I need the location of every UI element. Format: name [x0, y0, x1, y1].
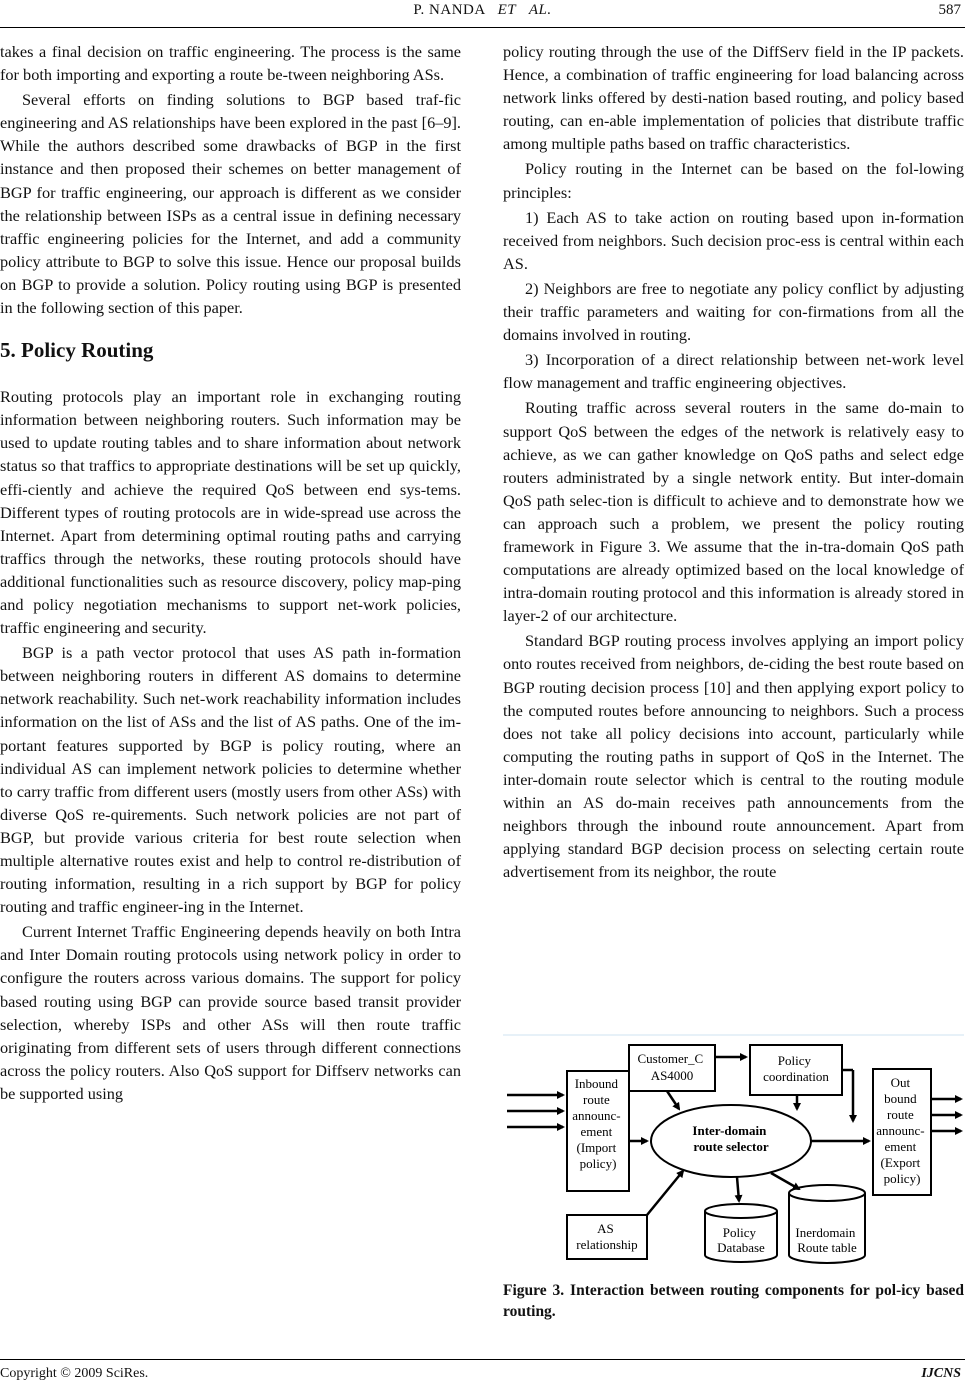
inbound-label: Inbound route announc- ement (Import policy) [572, 1076, 621, 1171]
page-number: 587 [938, 2, 961, 18]
route-selector-label: Inter-domain route selector [692, 1123, 769, 1154]
footer-rule [0, 1359, 965, 1360]
policy-database-label: Policy Database [717, 1225, 765, 1255]
as-relationship-label: AS relationship [576, 1221, 638, 1252]
footer-copyright: Copyright © 2009 SciRes. [0, 1366, 149, 1381]
paragraph: Several efforts on finding solutions to BGP based traf-fic engineering and AS relationships have been explored in the past [6–9]. While the authors described some drawbacks of BGP in the first instance and then proposed their schemes on better management of BGP for traffic engineering, our approach is different as we consider the relationship between ISPs as a central issue in defining necessary traffic engineering policies for the Internet, and add a community policy attribute to BGP to solve this issue. Hence our proposal builds on BGP to provide a solution. Policy routing using BGP is presented in the following section of this paper. [0, 90, 461, 318]
section-heading: 5. Policy Routing [0, 338, 154, 363]
header-rule [0, 27, 965, 28]
paragraph: 2) Neighbors are free to negotiate any policy conflict by adjusting their traffic parameters and waiting for con-firmations from all the domains involved in routing. [503, 278, 964, 345]
route-table-label: Inerdomain Route table [795, 1225, 857, 1255]
paragraph: Routing protocols play an important role in exchanging routing information between neighboring routers. Such information may be used to update routing tables and to share information about network status so that traffics to appropriate destinations will be set up quickly, effi-ciently and achieve the required QoS between end sys-tems. Different types of routing protocols are in wide-spread use across the Internet. Apart from determining optimal routing paths and carrying traffics through the networks, these routing protocols should have additional functionalities such as resource discovery, policy map-ping and policy negotiation mechanisms to support net-work policies, traffic engineering and security. [0, 387, 461, 638]
paragraph: 1) Each AS to take action on routing based upon in-formation received from neighbors. Such decision proc-ess is central within each AS. [503, 207, 964, 273]
customer-label: Customer_C AS4000 [637, 1051, 704, 1083]
figure-3 [503, 1029, 964, 1269]
paragraph: Standard BGP routing process involves applying an import policy onto routes received from neighbors, de-ciding the best route based on BGP routing decision process [10] and then applying export policy to the computed routes before announcing to neighbors. Such a process does not take all policy decisions into account, particularly while computing the routing paths in support of QoS in the Internet. The inter-domain route selector which is central to the routing module within an AS do-main receives path announcements from the neighbors through the inbound route announcement. Apart from applying standard BGP decision process on selecting certain route advertisement from its neighbor, the route [503, 631, 964, 882]
right-column [503, 40, 964, 885]
outbound-label: Out bound route announc- ement (Export policy) [876, 1075, 925, 1186]
paragraph: Routing traffic across several routers in the same do-main to support QoS between the edges of the network is relatively easy to achieve, as we can gather knowledge on QoS paths and select edge routers administrated by a single network entity. But inter-domain QoS path selec-tion is difficult to achieve and to demonstrate how we can approach such a problem, we present the policy routing framework in Figure 3. We assume that the in-tra-domain QoS path computations are already optimized based on the local knowledge of intra-domain routing protocol and this information is already stored in layer-2 of our architecture. [503, 398, 964, 626]
footer-journal: IJCNS [921, 1366, 961, 1381]
paragraph: Policy routing in the Internet can be based on the fol-lowing principles: [503, 159, 964, 202]
paragraph: BGP is a path vector protocol that uses AS path in-formation between neighboring routers in different AS domains to determine network reachability. Such net-work reachability information includes information on the list of ASs and the list of AS paths. One of the im-portant features supported by BGP is policy routing, where an individual AS can implement network policies to determine whether to carry traffic from different users (mostly users from other ASs) with diverse QoS re-quirements. Such network policies are not part of BGP, but provide various criteria for best route selection when multiple alternative routes exist and help to control re-distribution of routing information, resulting in a rich support by BGP for policy routing and traffic engineer-ing in the Internet. [0, 643, 461, 917]
paragraph: Current Internet Traffic Engineering depends heavily on both Intra and Inter Domain routing protocols using network policy in order to configure the routers across various domains. The support for policy based routing using BGP can provide source based transit provider selection, whereby ISPs and other ASs will then route traffic originating from different sets of users through different connections across the policy routers. Also QoS support for Diffserv networks can be supported using [0, 922, 461, 1103]
paragraph: takes a final decision on traffic engineering. The process is the same for both importing and exporting a route be-tween neighboring ASs. [0, 42, 461, 85]
figure-caption: Figure 3. Interaction between routing components for pol-icy based routing. [503, 1282, 964, 1320]
left-column [0, 40, 461, 1107]
policy-coordination-label: Policy coordination [763, 1053, 829, 1084]
header-author: P. NANDA ET AL. [413, 2, 552, 18]
routing-components-diagram [503, 1029, 964, 1269]
paragraph: policy routing through the use of the DiffServ field in the IP packets. Hence, a combination of traffic engineering for load balancing across network links offered by desti-nation based routing, and policy based routing, can en-able implementation of policies that distribute traffic among multiple paths based on traffic characteristics. [503, 42, 964, 154]
paragraph: 3) Incorporation of a direct relationship between net-work level flow management and traffic engineering objectives. [503, 350, 964, 393]
